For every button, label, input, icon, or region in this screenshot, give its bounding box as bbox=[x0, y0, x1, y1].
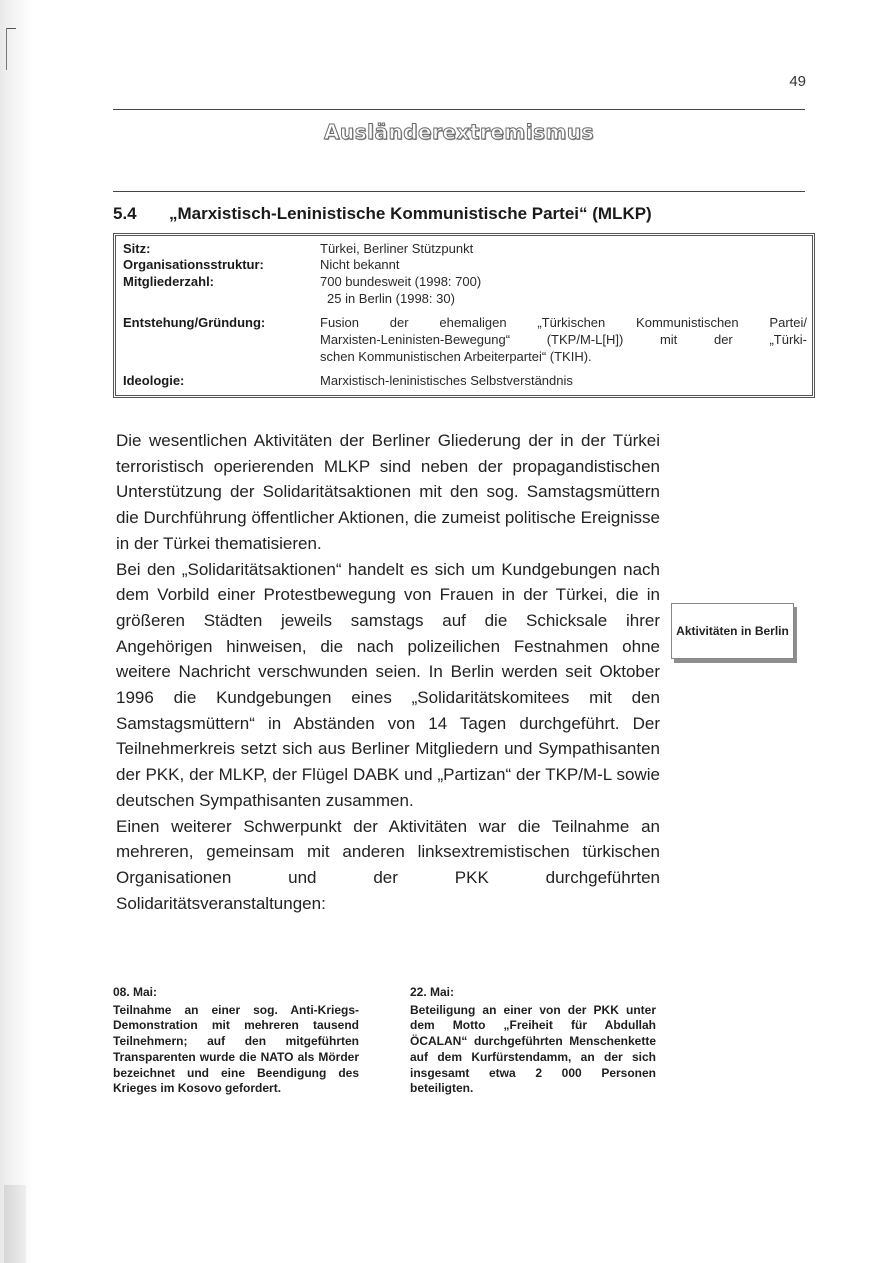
header-rule-bottom bbox=[113, 191, 805, 192]
margin-note-text: Aktivitäten in Berlin bbox=[676, 623, 789, 638]
heading-title: „Marxistisch-Leninistische Kommunistische Partei“ (MLKP) bbox=[169, 204, 652, 223]
info-label: Sitz: bbox=[123, 241, 151, 256]
section-heading bbox=[113, 204, 813, 224]
event-date: 08. Mai: bbox=[113, 985, 158, 999]
scan-shadow bbox=[4, 1185, 26, 1263]
scan-shadow bbox=[0, 0, 34, 1263]
event-entry bbox=[113, 985, 359, 1097]
page-number: 49 bbox=[789, 73, 806, 90]
info-value-line: 25 in Berlin (1998: 30) bbox=[327, 291, 455, 306]
scan-mark bbox=[6, 28, 7, 70]
info-value-line: Fusion der ehemaligen „Türkischen Kommunistischen Partei/ bbox=[320, 315, 807, 330]
info-value-line: 700 bundesweit (1998: 700) bbox=[320, 274, 482, 289]
event-entry bbox=[410, 985, 656, 1097]
info-value: Nicht bekannt bbox=[320, 257, 400, 272]
info-value bbox=[320, 274, 807, 306]
info-value: Türkei, Berliner Stützpunkt bbox=[320, 241, 474, 256]
info-value bbox=[320, 315, 807, 364]
body-paragraph: Bei den „Solidaritätsaktionen“ handelt es sich um Kundgebungen nach dem Vorbild einer Protestbewegung von Frauen in der Türkei, die in größeren Städten jeweils samstags auf die Schicksale ihrer Angehörigen hinweisen, die nach polizeilichen Festnahmen ohne weitere Nachricht verschwunden seien. In Berlin werden seit Oktober 1996 die Kundgebungen eines „Solidaritätskomitees mit den Samstagsmüttern“ in Abständen von 14 Tagen durchgeführt. Der Teilnehmerkreis setzt sich aus Berliner Mitgliedern und Sympathisanten der PKK, der MLKP, der Flügel DABK und „Partizan“ der TKP/M-L sowie deutschen Sympathisanten zusammen. bbox=[116, 559, 660, 810]
info-value-line: Marxisten-Leninisten-Bewegung“ (TKP/M-L[H]) mit der „Türki- bbox=[320, 332, 807, 347]
info-value-line: schen Kommunistischen Arbeiterpartei“ (TKIH). bbox=[320, 349, 592, 364]
body-paragraph: Einen weiterer Schwerpunkt der Aktivitäten war die Teilnahme an mehreren, gemeinsam mit anderen linksextremistischen türkischen Organisationen und der PKK durchgeführten Solidaritätsveranstaltungen: bbox=[116, 816, 660, 913]
header-rule-top bbox=[113, 109, 805, 110]
section-header: Ausländerextremismus bbox=[324, 120, 594, 144]
event-description: Beteiligung an einer von der PKK unter dem Motto „Freiheit für Abdullah ÖCALAN“ durchgeführten Menschenkette auf dem Kurfürstendamm, an der sich insgesamt etwa 2 000 Personen beteiligten. bbox=[410, 1002, 656, 1096]
margin-note bbox=[671, 603, 794, 659]
info-label: Organisationsstruktur: bbox=[123, 257, 264, 272]
scan-mark bbox=[6, 28, 16, 29]
event-description: Teilnahme an einer sog. Anti-Kriegs-Demonstration mit mehreren tausend Teilnehmern; auf den mitgeführten Transparenten wurde die NATO als Mörder bezeichnet und eine Beendigung des Krieges im Kosovo gefordert. bbox=[113, 1002, 359, 1096]
body-paragraph: Die wesentlichen Aktivitäten der Berliner Gliederung der in der Türkei terroristisch operierenden MLKP sind neben der propagandistischen Unterstützung der Solidaritätsaktionen mit den sog. Samstagsmüttern die Durchführung öffentlicher Aktionen, die zumeist politische Ereignisse in der Türkei thematisieren. bbox=[116, 431, 660, 553]
info-value: Marxistisch-leninistisches Selbstverständnis bbox=[320, 373, 573, 388]
event-date: 22. Mai: bbox=[410, 985, 455, 999]
body-text bbox=[116, 428, 660, 916]
info-label: Entstehung/Gründung: bbox=[123, 315, 266, 330]
info-box bbox=[113, 233, 815, 398]
info-label: Ideologie: bbox=[123, 373, 185, 388]
heading-number: 5.4 bbox=[113, 204, 137, 223]
info-label: Mitgliederzahl: bbox=[123, 274, 215, 289]
